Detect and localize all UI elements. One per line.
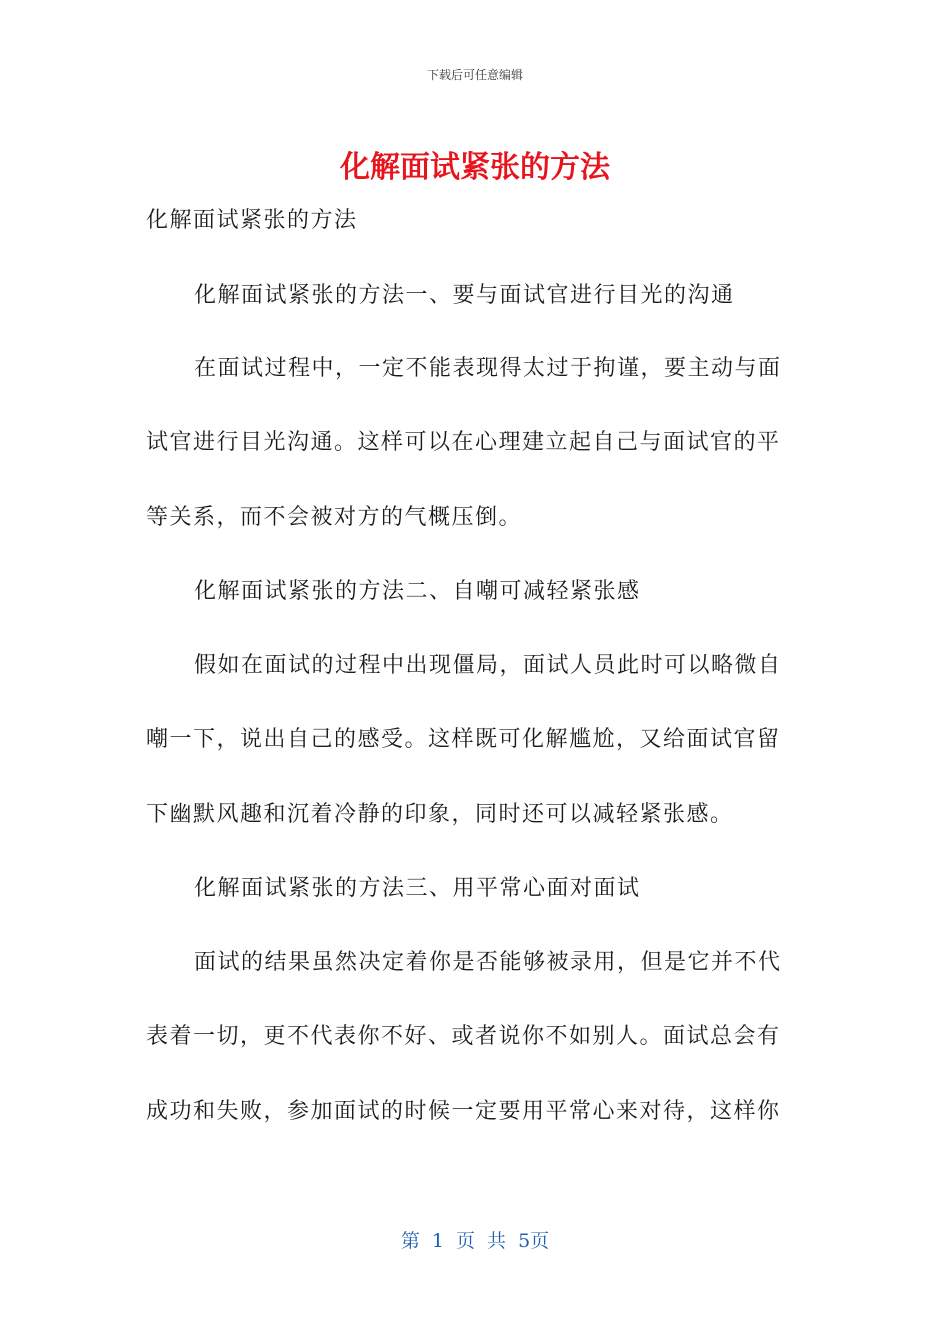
section-heading: 化解面试紧张的方法三、用平常心面对面试 bbox=[194, 876, 641, 901]
paragraph-line: 下幽默风趣和沉着冷静的印象，同时还可以减轻紧张感。 bbox=[146, 802, 734, 827]
paragraph-line: 假如在面试的过程中出现僵局，面试人员此时可以略微自 bbox=[194, 653, 782, 678]
paragraph-line: 表着一切，更不代表你不好、或者说你不如别人。面试总会有 bbox=[146, 1024, 781, 1049]
paragraph-line: 试官进行目光沟通。这样可以在心理建立起自己与面试官的平 bbox=[146, 430, 781, 455]
paragraph-line: 等关系，而不会被对方的气概压倒。 bbox=[146, 505, 523, 530]
page-header: 下载后可任意编辑 bbox=[426, 68, 523, 82]
document-title: 化解面试紧张的方法 bbox=[340, 150, 610, 185]
paragraph-line: 嘲一下，说出自己的感受。这样既可化解尴尬，又给面试官留 bbox=[146, 727, 781, 752]
section-heading: 化解面试紧张的方法二、自嘲可减轻紧张感 bbox=[194, 579, 641, 604]
paragraph-line: 面试的结果虽然决定着你是否能够被录用，但是它并不代 bbox=[194, 950, 782, 975]
paragraph-line: 在面试过程中，一定不能表现得太过于拘谨，要主动与面 bbox=[194, 356, 782, 381]
paragraph-line: 成功和失败，参加面试的时候一定要用平常心来对待，这样你 bbox=[146, 1099, 781, 1124]
page-number-footer: 第 1 页 共 5页 bbox=[400, 1230, 550, 1252]
body-line: 化解面试紧张的方法 bbox=[146, 208, 358, 233]
section-heading: 化解面试紧张的方法一、要与面试官进行目光的沟通 bbox=[194, 283, 735, 308]
